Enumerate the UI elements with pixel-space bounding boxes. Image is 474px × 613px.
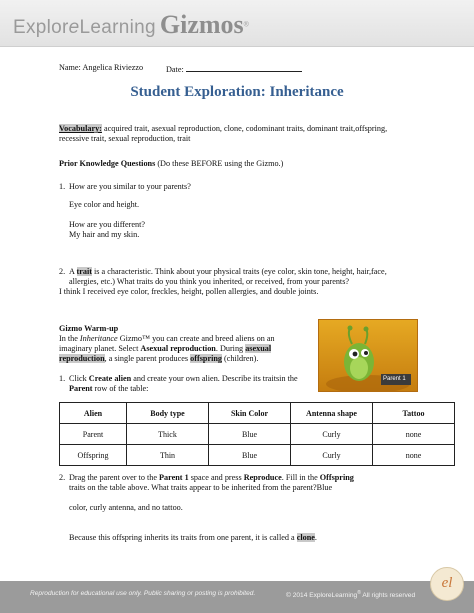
q1-answer-2: My hair and my skin. [69,230,140,239]
date-line: Date: [166,63,302,75]
table-header: Body type [127,403,209,424]
prior-knowledge-heading: Prior Knowledge Questions (Do these BEFORE using the Gizmo.) [59,159,284,168]
vocabulary-line-2: recessive trait, sexual reproduction, trait [59,134,191,143]
footer-bar [0,581,474,613]
step1-line-1: Click Create alien and create your own alien. Describe its traitsin the [69,374,298,383]
table-header-row [60,403,455,424]
table-cell: Thick [127,424,209,445]
footer-copyright: © 2014 ExploreLearning® All rights reserved [286,590,416,600]
table-cell: Parent [60,424,127,445]
q2-line-1: A trait is a characteristic. Think about your physical traits (eye color, skin tone, height, hair,face, [69,267,387,276]
footer-reproduction-notice: Reproduction for educational use only. Public sharing or posting is prohibited. [30,590,256,597]
q1-answer: Eye color and height. [69,200,140,209]
student-name: Angelica Riviezzo [82,63,144,72]
q1-question-2: How are you different? [69,220,146,229]
step1-line-2: Parent row of the table: [69,384,149,393]
step1-number: 1. [59,374,66,383]
q2-line-2: allergies, etc.) What traits do you think you inherited, or received, from your parents? [69,277,350,286]
table-cell: Offspring [60,445,127,466]
table-row [60,424,455,445]
name-line: Name: Angelica Riviezzo [59,63,144,72]
table-row [60,445,455,466]
warmup-line-3: reproduction, a single parent produces offspring (children). [59,354,259,363]
table-cell: Curly [291,445,373,466]
explorelearning-badge-icon: el [430,567,464,601]
q1-question: How are you similar to your parents? [69,182,191,191]
q2-number: 2. [59,267,66,276]
gizmos-header-bar [0,0,474,47]
alien-traits-table [59,402,455,466]
warmup-heading: Gizmo Warm-up [59,324,119,333]
inheritance-gizmo-screenshot [318,319,418,392]
parent-1-label: Parent 1 [383,376,406,382]
step2-line-2: traits on the table above. What traits appear to be inherited from the parent?Blue [69,483,333,492]
clone-sentence: Because this offspring inherits its traits from one parent, it is called a clone. [69,533,317,542]
table-cell: Blue [209,424,291,445]
table-header: Alien [60,403,127,424]
table-cell: Thin [127,445,209,466]
warmup-line-1: In the Inheritance Gizmo™ you can create and breed aliens on an [59,334,275,343]
table-header: Skin Color [209,403,291,424]
table-cell: Curly [291,424,373,445]
vocabulary-line-1: Vocabulary: acquired trait, asexual reproduction, clone, codominant traits, dominant trait,offspring, [59,124,388,133]
explorelearning-gizmos-logo: ExploreLearning Gizmos® [13,10,249,39]
table-cell: none [373,424,455,445]
date-blank [186,63,302,72]
table-header: Antenna shape [291,403,373,424]
table-header: Tattoo [373,403,455,424]
table-cell: Blue [209,445,291,466]
q2-answer: I think I received eye color, freckles, height, pollen allergies, and double joints. [59,287,319,296]
step2-number: 2. [59,473,66,482]
step2-answer: color, curly antenna, and no tattoo. [69,503,183,512]
warmup-line-2: imaginary planet. Select Asexual reproduction. During asexual [59,344,272,353]
page-title: Student Exploration: Inheritance [130,84,344,100]
q1-number: 1. [59,182,66,191]
step2-line-1: Drag the parent over to the Parent 1 space and press Reproduce. Fill in the Offspring [69,473,354,482]
table-cell: none [373,445,455,466]
